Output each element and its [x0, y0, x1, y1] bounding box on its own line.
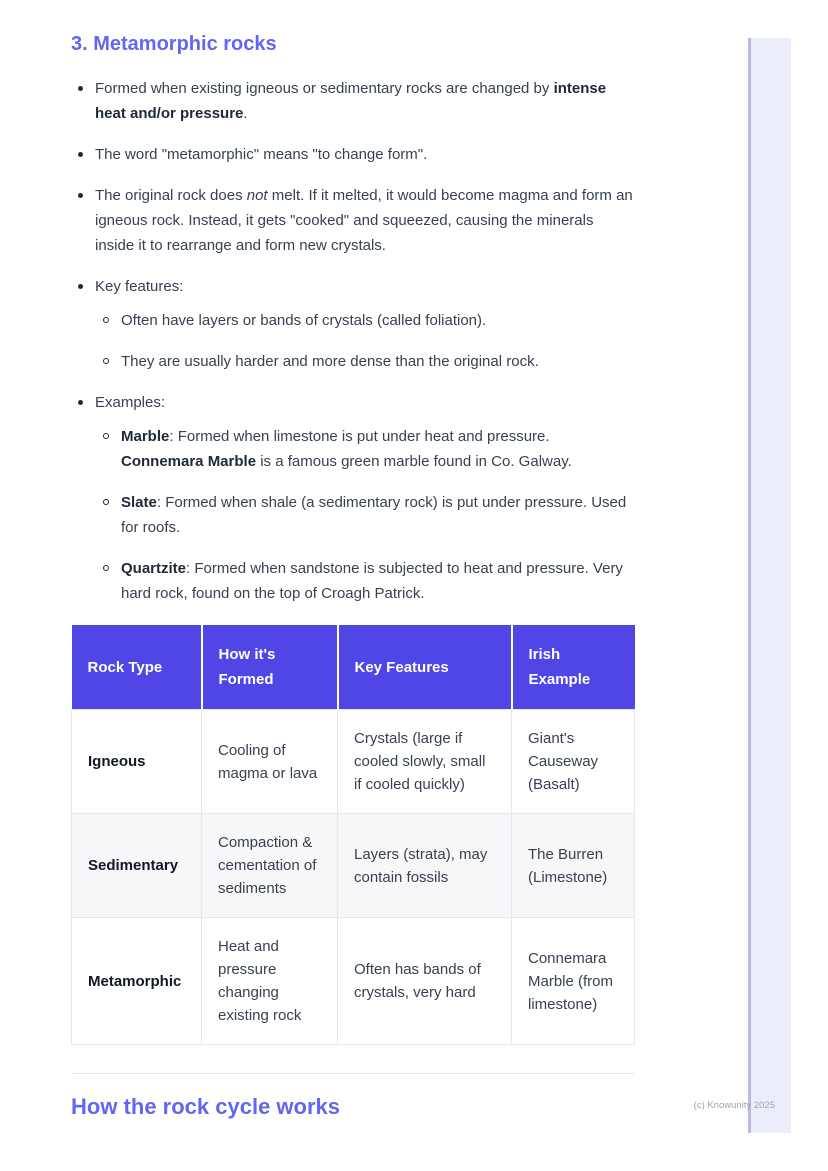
text-segment: Examples:	[95, 394, 166, 411]
text-segment: Key features:	[95, 278, 184, 295]
table-header-cell: How it's Formed	[202, 625, 338, 710]
text-segment: : Formed when limestone is put under heat and pressure.	[169, 428, 550, 445]
rock-comparison-table	[71, 625, 635, 1045]
bullet-text	[95, 274, 634, 374]
rock-table-header	[72, 625, 635, 710]
table-header-cell: Key Features	[338, 625, 512, 710]
text-segment: Quartzite	[121, 560, 187, 577]
sub-bullet-list	[95, 308, 634, 374]
sub-bullet-item	[95, 490, 634, 540]
bullet-item	[71, 390, 634, 606]
sub-bullet-item	[95, 424, 634, 474]
text-segment: Connemara Marble	[121, 453, 257, 470]
bullet-text	[95, 76, 634, 126]
bullet-item	[71, 183, 634, 258]
text-segment: melt. If it melted, it would become magma and form an igneous rock. Instead, it gets "cooked" and squeezed, causing the minerals inside it to rearrange and form new crystals.	[95, 187, 633, 254]
bullet-item	[71, 142, 634, 167]
bullet-text	[95, 183, 634, 258]
text-segment: The original rock does	[95, 187, 247, 204]
bullet-text	[121, 424, 634, 474]
section-divider	[71, 1073, 634, 1074]
bullet-list	[71, 76, 634, 606]
bullet-text	[121, 308, 634, 333]
section-title-metamorphic-rocks: 3. Metamorphic rocks	[71, 33, 277, 55]
text-segment: is a famous green marble found in Co. Galway.	[256, 453, 572, 470]
table-cell: The Burren (Limestone)	[512, 814, 635, 918]
table-cell: Compaction & cementation of sediments	[202, 814, 338, 918]
sub-bullet-marker-icon	[103, 358, 109, 364]
table-cell: Giant's Causeway (Basalt)	[512, 710, 635, 814]
page-edge-band	[748, 38, 791, 1133]
text-segment: : Formed when sandstone is subjected to heat and pressure. Very hard rock, found on the top of Croagh Patrick.	[121, 560, 623, 602]
table-cell: Heat and pressure changing existing rock	[202, 918, 338, 1045]
table-header-cell: Irish Example	[512, 625, 635, 710]
bullet-marker-icon	[78, 284, 83, 289]
bullet-text	[121, 490, 634, 540]
text-segment: Marble	[121, 428, 170, 445]
bullet-text	[95, 390, 634, 606]
sub-bullet-item	[95, 349, 634, 374]
copyright-notice: (c) Knowunity 2025	[693, 1100, 775, 1111]
rock-table-body	[72, 710, 635, 1045]
rock-type-cell: Metamorphic	[72, 918, 202, 1045]
sub-bullet-marker-icon	[103, 565, 109, 571]
sub-bullet-item	[95, 556, 634, 606]
rock-type-cell: Sedimentary	[72, 814, 202, 918]
text-segment: : Formed when shale (a sedimentary rock) is put under pressure. Used for roofs.	[121, 494, 627, 536]
bullet-text	[121, 349, 634, 374]
rock-type-cell: Igneous	[72, 710, 202, 814]
text-segment: intense heat and/or pressure	[95, 80, 607, 122]
table-cell: Connemara Marble (from limestone)	[512, 918, 635, 1045]
sub-bullet-list	[95, 424, 634, 606]
table-row	[72, 710, 635, 814]
section-title-rock-cycle: How the rock cycle works	[71, 1094, 340, 1119]
table-cell: Crystals (large if cooled slowly, small if cooled quickly)	[338, 710, 512, 814]
table-cell: Cooling of magma or lava	[202, 710, 338, 814]
bullet-marker-icon	[78, 152, 83, 157]
sub-bullet-marker-icon	[103, 499, 109, 505]
table-header-cell: Rock Type	[72, 625, 202, 710]
bullet-text	[95, 142, 634, 167]
bullet-marker-icon	[78, 400, 83, 405]
text-segment: Often have layers or bands of crystals (called foliation).	[121, 312, 487, 329]
bullet-item	[71, 76, 634, 126]
bullet-marker-icon	[78, 86, 83, 91]
table-row	[72, 814, 635, 918]
text-segment: not	[246, 187, 268, 204]
bullet-text	[121, 556, 634, 606]
text-segment: The word "metamorphic" means "to change form".	[95, 146, 428, 163]
bullet-marker-icon	[78, 193, 83, 198]
text-segment: Slate	[121, 494, 157, 511]
page-content	[71, 33, 634, 1119]
bullet-item	[71, 274, 634, 374]
table-cell: Often has bands of crystals, very hard	[338, 918, 512, 1045]
sub-bullet-item	[95, 308, 634, 333]
rock-table-header-row	[72, 625, 635, 710]
text-segment: They are usually harder and more dense than the original rock.	[121, 353, 539, 370]
sub-bullet-marker-icon	[103, 433, 109, 439]
table-cell: Layers (strata), may contain fossils	[338, 814, 512, 918]
text-segment: .	[243, 105, 248, 122]
table-row	[72, 918, 635, 1045]
sub-bullet-marker-icon	[103, 317, 109, 323]
text-segment: Formed when existing igneous or sedimentary rocks are changed by	[95, 80, 554, 97]
